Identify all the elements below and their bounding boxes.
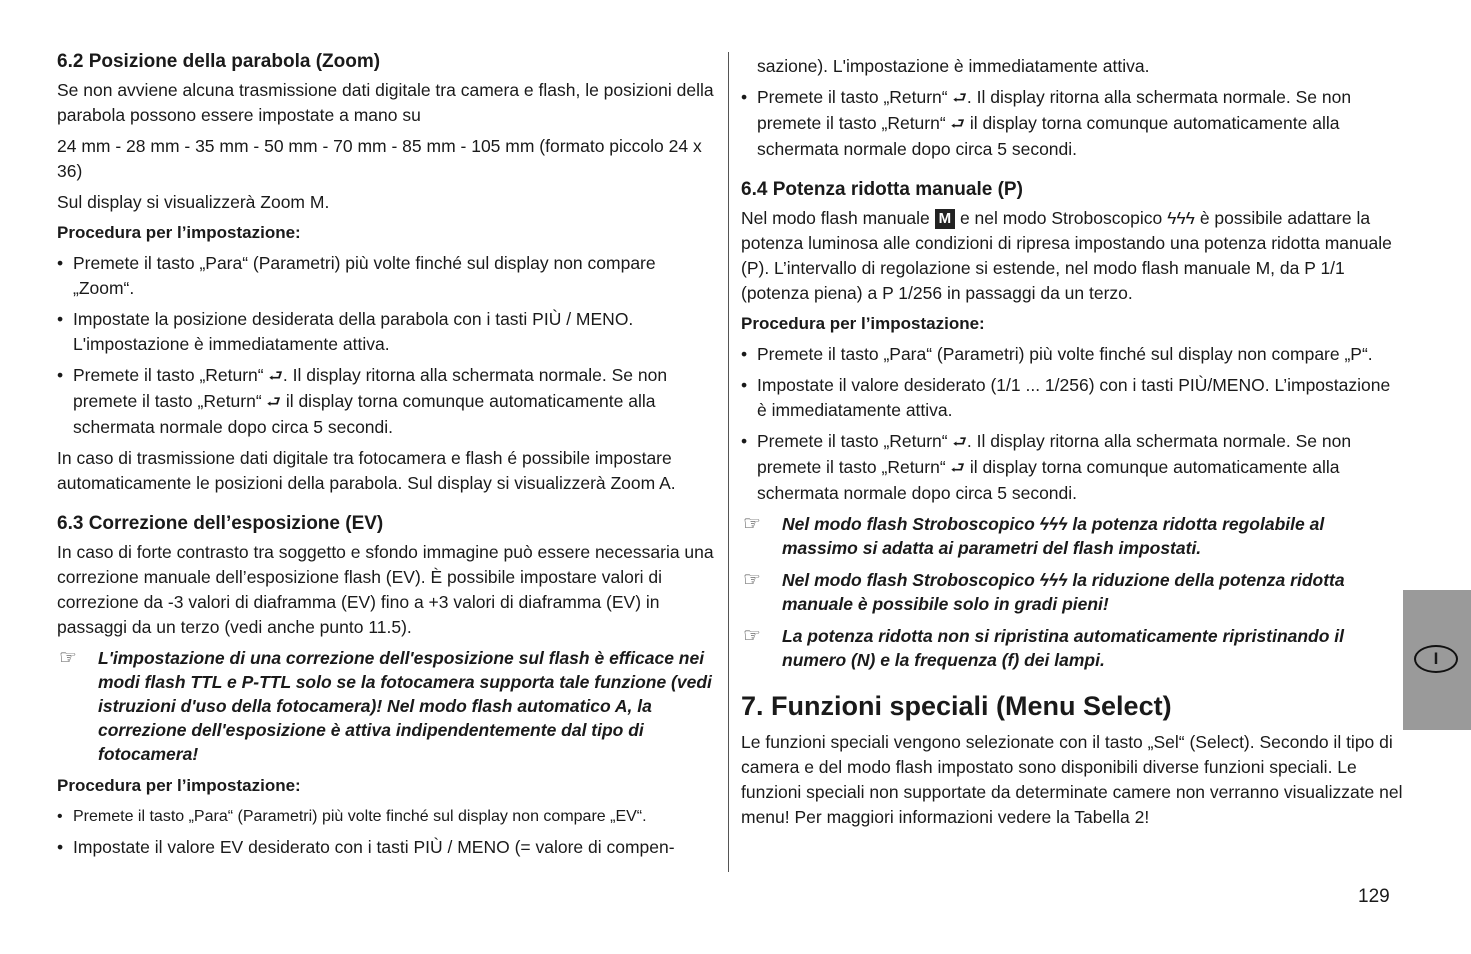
return-arrow-icon: ⮐ — [950, 116, 965, 133]
section-6-3-title: 6.3 Correzione dell’esposizione (EV) — [57, 513, 384, 534]
procedure-heading: Procedura per l’impostazione: — [57, 776, 301, 795]
text: la riduzione della potenza ridotta manuale è possibile solo in gradi pieni! — [782, 570, 1345, 614]
text: Premete il tasto „Return“ — [73, 365, 269, 385]
text: è possibile adattare la potenza luminosa alle condizioni di ripresa impostando una potenza ridotta manuale (P). L’intervallo di regolazione si estende, nel modo flash manuale M, da P 1/1 (potenza piena) a P 1/256 in passaggi da un terzo. — [741, 208, 1392, 303]
return-arrow-icon: ⮐ — [952, 90, 967, 107]
text: Premete il tasto „Return“ — [757, 431, 953, 451]
text: il display torna comunque automaticamente alla schermata normale dopo circa 5 secondi. — [757, 457, 1340, 503]
right-column — [741, 54, 1403, 836]
paragraph: Le funzioni speciali vengono selezionate con il tasto „Sel“ (Select). Secondo il tipo di camera e del modo flash impostato sono disponibili diverse funzioni speciali. Le funzioni speciali non supportate da determinate camere non verranno visualizzate nel menu! Per maggiori informazioni vedere la Tabella 2! — [741, 732, 1403, 827]
list-item: • Impostate il valore desiderato (1/1 ... 1/256) con i tasti PIÙ/MENO. L’impostazione è immediatamente attiva. — [741, 373, 1403, 423]
pointing-hand-icon: ☞ — [743, 625, 761, 647]
note — [741, 512, 1403, 560]
list-item: • Impostate la posizione desiderata della parabola con i tasti PIÙ / MENO. L'impostazione è immediatamente attiva. — [57, 307, 719, 357]
list-item: • Premete il tasto „Para“ (Parametri) più volte finché sul display non compare „P“. — [741, 342, 1403, 367]
list-item — [741, 429, 1403, 506]
column-divider — [728, 52, 729, 872]
list-item — [57, 363, 719, 440]
manual-mode-icon: M — [935, 209, 956, 229]
strobe-icon: ϟϟϟ — [1039, 570, 1068, 590]
strobe-icon: ϟϟϟ — [1039, 514, 1068, 534]
return-arrow-icon: ⮐ — [266, 394, 281, 411]
strobe-icon: ϟϟϟ — [1167, 208, 1195, 228]
procedure-heading: Procedura per l’impostazione: — [57, 223, 301, 242]
paragraph: In caso di trasmissione dati digitale tra fotocamera e flash é possibile impostare automaticamente le posizioni della parabola. Sul display si visualizzerà Zoom A. — [57, 448, 676, 493]
paragraph — [741, 206, 1403, 306]
page-number: 129 — [1358, 886, 1390, 907]
return-arrow-icon: ⮐ — [952, 434, 967, 451]
note — [57, 646, 719, 766]
section-7-title: 7. Funzioni speciali (Menu Select) — [741, 691, 1172, 721]
list-item: • Premete il tasto „Para“ (Parametri) più volte finché sul display non compare „EV“. — [57, 804, 719, 829]
pointing-hand-icon: ☞ — [59, 647, 77, 669]
text: la potenza ridotta regolabile al massimo si adatta ai parametri del flash impostati. — [782, 514, 1325, 558]
text: Premete il tasto „Return“ — [757, 87, 953, 107]
text: e nel modo Stroboscopico — [955, 208, 1168, 228]
list-item: • Premete il tasto „Para“ (Parametri) più volte finché sul display non compare „Zoom“. — [57, 251, 719, 301]
text: il display torna comunque automaticamente alla schermata normale dopo circa 5 secondi. — [73, 391, 656, 437]
procedure-heading: Procedura per l’impostazione: — [741, 314, 985, 333]
text: il display torna comunque automaticamente alla schermata normale dopo circa 5 secondi. — [757, 113, 1340, 159]
pointing-hand-icon: ☞ — [743, 513, 761, 535]
note-text: L'impostazione di una correzione dell'esposizione sul flash è efficace nei modi flash TTL e P-TTL solo se la fotocamera supporta tale funzione (vedi istruzioni d'uso della fotocamera)! Nel modo flash automatico A, la correzione dell'esposizione è attiva indipendentemente dal tipo di fotocamera! — [98, 648, 712, 764]
paragraph: Sul display si visualizzerà Zoom M. — [57, 192, 330, 212]
section-6-2-title: 6.2 Posizione della parabola (Zoom) — [57, 51, 381, 72]
text: Nel modo flash manuale — [741, 208, 935, 228]
language-tab — [1403, 590, 1471, 730]
text: . Il display ritorna alla schermata normale. Se non premete il tasto „Return“ — [73, 365, 668, 411]
paragraph: Se non avviene alcuna trasmissione dati digitale tra camera e flash, le posizioni della parabola possono essere impostate a mano su — [57, 80, 714, 125]
note — [741, 568, 1403, 616]
return-arrow-icon: ⮐ — [950, 460, 965, 477]
pointing-hand-icon: ☞ — [743, 569, 761, 591]
paragraph: In caso di forte contrasto tra soggetto e sfondo immagine può essere necessaria una correzione manuale dell’esposizione flash (EV). È possibile impostare valori di correzione da -3 valori di diaframma (EV) fino a +3 valori di diaframma (EV) in passaggi da un terzo (vedi anche punto 11.5). — [57, 542, 714, 637]
section-6-4-title: 6.4 Potenza ridotta manuale (P) — [741, 179, 1023, 200]
return-arrow-icon: ⮐ — [268, 368, 283, 385]
text: . Il display ritorna alla schermata normale. Se non premete il tasto „Return“ — [757, 431, 1352, 477]
language-tab-label: I — [1414, 645, 1458, 673]
text: Nel modo flash Stroboscopico — [782, 570, 1040, 590]
note — [741, 624, 1403, 672]
list-item: • Impostate il valore EV desiderato con i tasti PIÙ / MENO (= valore di compen- — [57, 835, 719, 860]
note-text: La potenza ridotta non si ripristina automaticamente ripristinando il numero (N) e la frequenza (f) dei lampi. — [782, 626, 1345, 670]
paragraph: sazione). L'impostazione è immediatamente attiva. — [757, 56, 1150, 76]
text: . Il display ritorna alla schermata normale. Se non premete il tasto „Return“ — [757, 87, 1352, 133]
list-item — [741, 85, 1403, 162]
left-column — [57, 50, 719, 866]
paragraph: 24 mm - 28 mm - 35 mm - 50 mm - 70 mm - 85 mm - 105 mm (formato piccolo 24 x 36) — [57, 136, 702, 181]
text: Nel modo flash Stroboscopico — [782, 514, 1040, 534]
